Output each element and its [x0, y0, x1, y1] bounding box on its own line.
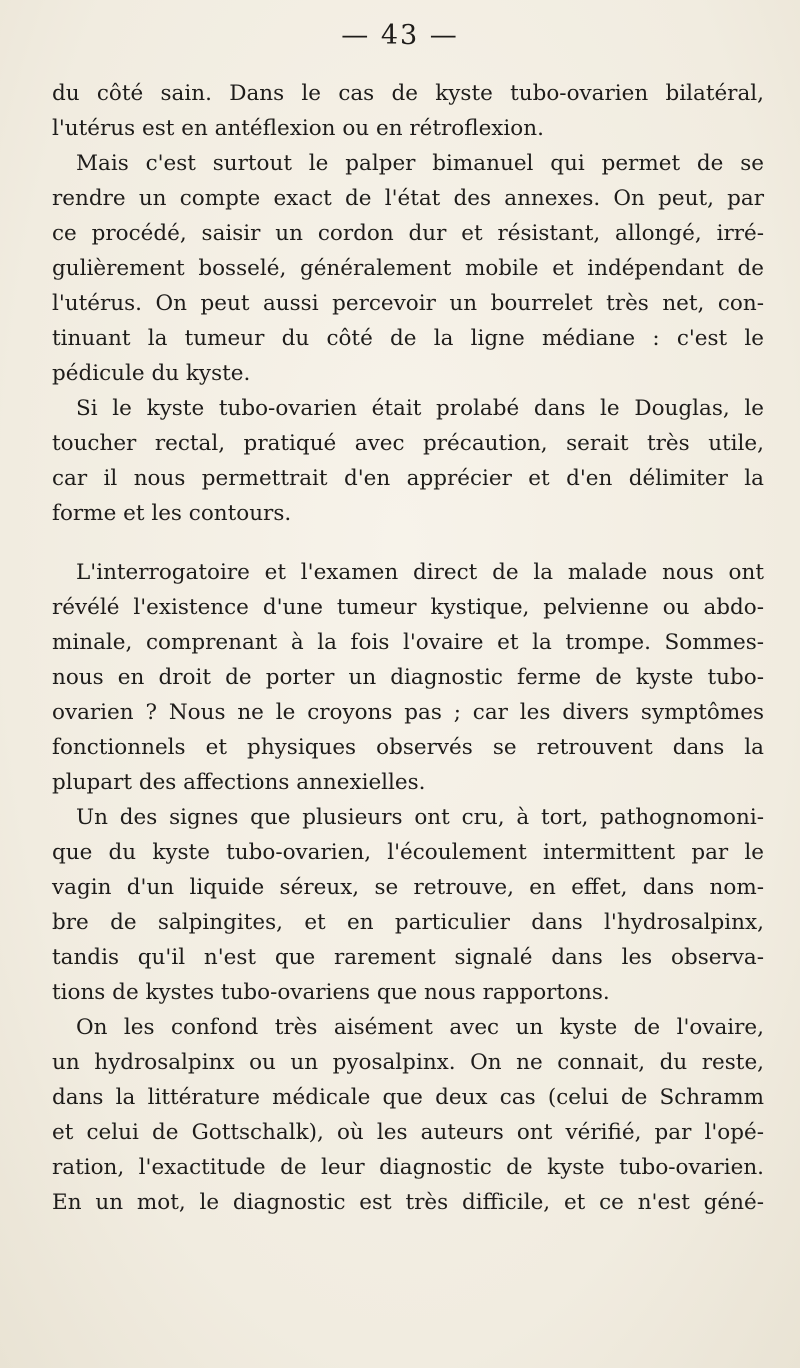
text-line: pédicule du kyste.	[52, 361, 251, 386]
text-line: ration, l'exactitude de leur diagnostic de kyste tubo-ovarien.	[52, 1155, 764, 1180]
text-line: dans la littérature médicale que deux cas (celui de Schramm	[52, 1085, 764, 1110]
paragraph	[52, 800, 764, 1010]
paragraph	[52, 391, 764, 531]
text-line: bre de salpingites, et en particulier dans l'hydrosalpinx,	[52, 910, 764, 935]
text-line: En un mot, le diagnostic est très difficile, et ce n'est géné-	[52, 1190, 764, 1215]
paragraph	[52, 146, 764, 391]
text-line: un hydrosalpinx ou un pyosalpinx. On ne connait, du reste,	[52, 1050, 764, 1075]
text-line: toucher rectal, pratiqué avec précaution, serait très utile,	[52, 431, 764, 456]
paragraph	[52, 1010, 764, 1220]
text-line: ce procédé, saisir un cordon dur et résistant, allongé, irré-	[52, 221, 764, 246]
text-line: plupart des affections annexielles.	[52, 770, 426, 795]
text-line: ovarien ? Nous ne le croyons pas ; car les divers symptômes	[52, 700, 764, 725]
text-line: tandis qu'il n'est que rarement signalé dans les observa-	[52, 945, 764, 970]
text-line: gulièrement bosselé, généralement mobile et indépendant de	[52, 256, 764, 281]
text-line: tinuant la tumeur du côté de la ligne médiane : c'est le	[52, 326, 764, 351]
text-line: L'interrogatoire et l'examen direct de la malade nous ont	[76, 560, 764, 585]
paragraph	[52, 555, 764, 800]
text-line: On les confond très aisément avec un kyste de l'ovaire,	[76, 1015, 764, 1040]
text-line: l'utérus. On peut aussi percevoir un bourrelet très net, con-	[52, 291, 764, 316]
text-line: nous en droit de porter un diagnostic ferme de kyste tubo-	[52, 665, 764, 690]
text-line: rendre un compte exact de l'état des annexes. On peut, par	[52, 186, 764, 211]
text-line: l'utérus est en antéflexion ou en rétroflexion.	[52, 116, 544, 141]
paragraph-spacer	[52, 531, 764, 555]
paragraph	[52, 76, 764, 146]
text-line: que du kyste tubo-ovarien, l'écoulement intermittent par le	[52, 840, 764, 865]
text-line: forme et les contours.	[52, 501, 292, 526]
text-line: Mais c'est surtout le palper bimanuel qui permet de se	[76, 151, 764, 176]
text-line: fonctionnels et physiques observés se retrouvent dans la	[52, 735, 764, 760]
text-body	[52, 76, 764, 1220]
page-number: — 43 —	[341, 20, 459, 51]
text-line: et celui de Gottschalk), où les auteurs ont vérifié, par l'opé-	[52, 1120, 764, 1145]
text-line: tions de kystes tubo-ovariens que nous rapportons.	[52, 980, 610, 1005]
text-line: Si le kyste tubo-ovarien était prolabé dans le Douglas, le	[76, 396, 764, 421]
text-line: Un des signes que plusieurs ont cru, à tort, pathognomoni-	[76, 805, 764, 830]
text-line: minale, comprenant à la fois l'ovaire et la trompe. Sommes-	[52, 630, 764, 655]
text-line: révélé l'existence d'une tumeur kystique, pelvienne ou abdo-	[52, 595, 764, 620]
text-line: car il nous permettrait d'en apprécier et d'en délimiter la	[52, 466, 764, 491]
text-line: du côté sain. Dans le cas de kyste tubo-ovarien bilatéral,	[52, 81, 764, 106]
text-line: vagin d'un liquide séreux, se retrouve, en effet, dans nom-	[52, 875, 764, 900]
